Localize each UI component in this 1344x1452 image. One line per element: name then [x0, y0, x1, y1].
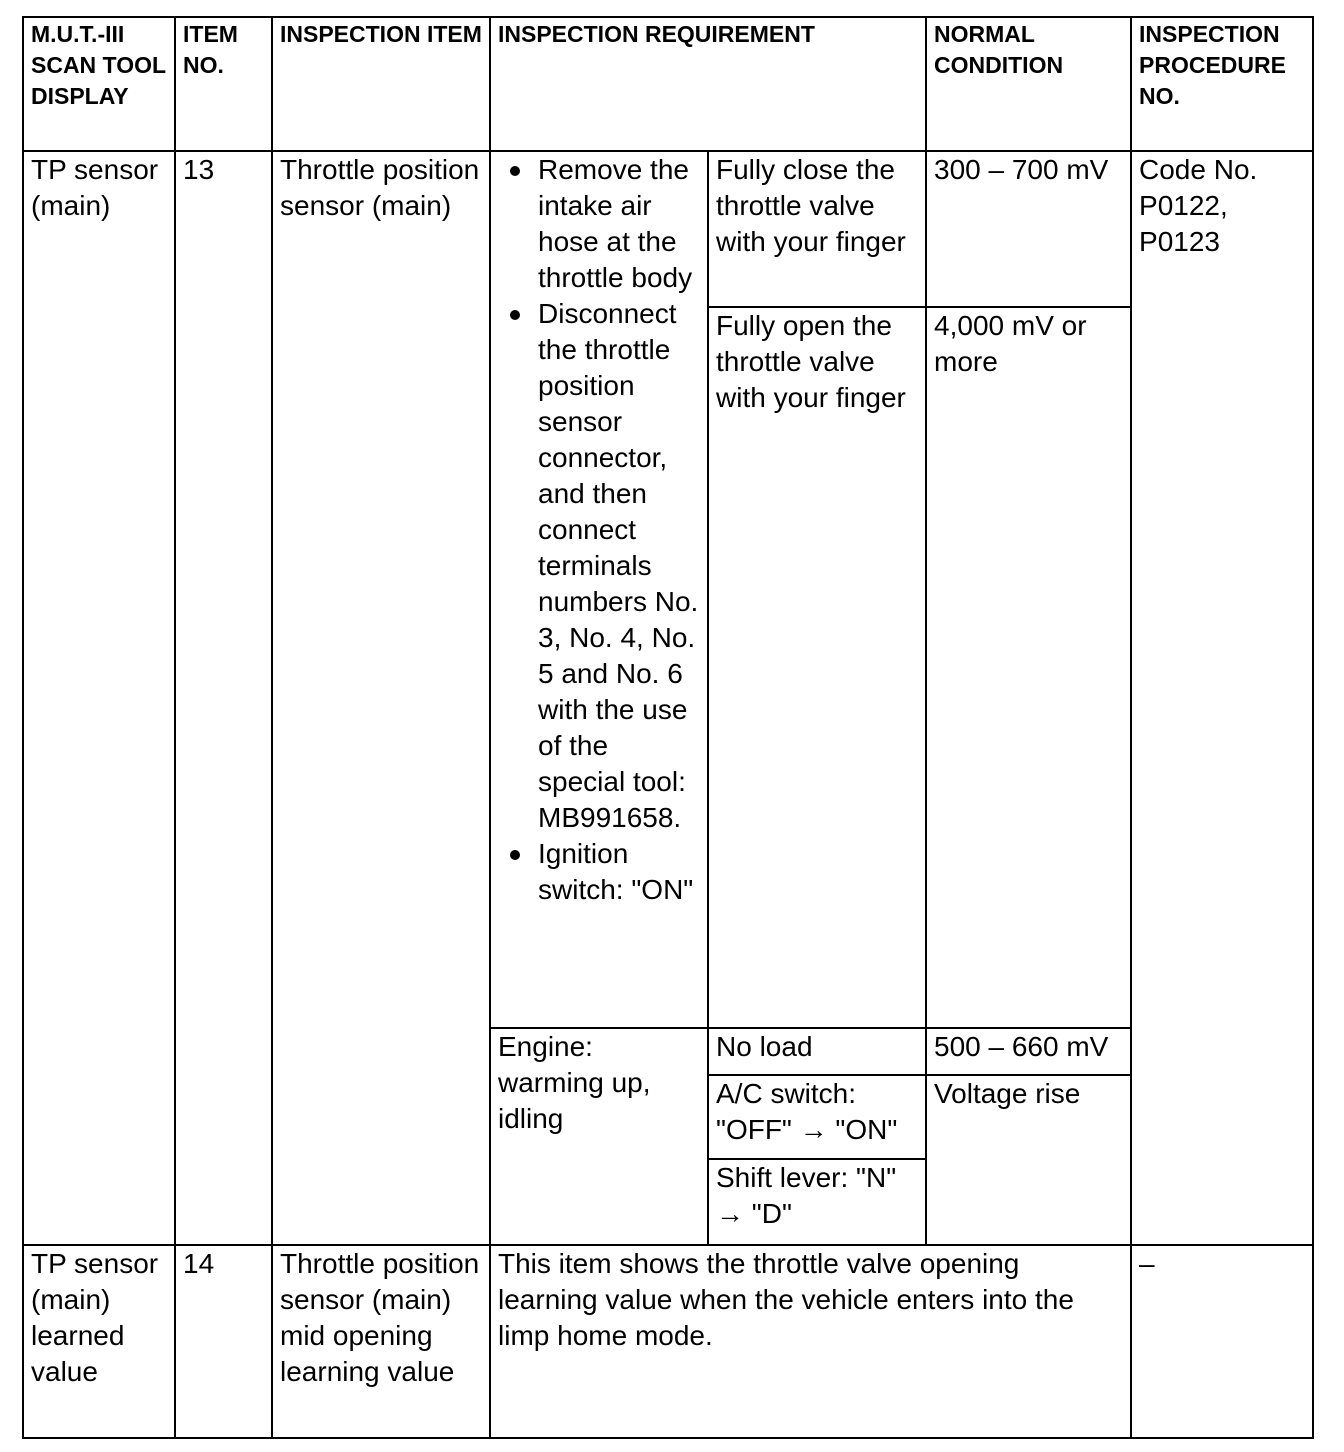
cell-requirement-bullets — [490, 151, 708, 1028]
cell-inspection-item-14: Throttle position sensor (main) mid opening learning value — [272, 1245, 490, 1438]
cell-sub-no-load: No load — [708, 1028, 926, 1075]
bullet-icon — [510, 310, 520, 320]
header-inspection-requirement: INSPECTION REQUIREMENT — [490, 17, 926, 151]
header-inspection-item: INSPECTION ITEM — [272, 17, 490, 151]
cell-normal-voltage-rise: Voltage rise — [926, 1075, 1131, 1245]
header-item-no: ITEM NO. — [175, 17, 272, 151]
list-item — [498, 836, 700, 908]
cell-sub-fully-open: Fully open the throttle valve with your finger — [708, 307, 926, 1028]
cell-procedure-13: Code No. P0122, P0123 — [1131, 151, 1313, 1245]
cell-description-14: This item shows the throttle valve opening learning value when the vehicle enters into the limp home mode. — [490, 1245, 1131, 1438]
cell-display-13: TP sensor (main) — [23, 151, 175, 1245]
list-item — [498, 296, 700, 836]
cell-normal-fully-open: 4,000 mV or more — [926, 307, 1131, 1028]
header-normal-condition: NORMAL CONDITION — [926, 17, 1131, 151]
header-scan-tool-display: M.U.T.-III SCAN TOOL DISPLAY — [23, 17, 175, 151]
cell-normal-fully-close: 300 – 700 mV — [926, 151, 1131, 307]
cell-engine-condition: Engine: warming up, idling — [490, 1028, 708, 1245]
cell-normal-no-load: 500 – 660 mV — [926, 1028, 1131, 1075]
header-procedure-no: INSPECTION PROCEDURE NO. — [1131, 17, 1313, 151]
bullet-text: Ignition switch: "ON" — [538, 838, 694, 905]
table-row — [23, 1245, 1313, 1438]
cell-sub-shift-lever: Shift lever: "N" → "D" — [708, 1159, 926, 1245]
bullet-icon — [510, 850, 520, 860]
bullet-text: Disconnect the throttle position sensor connector, and then connect terminals numbers No. 3, No. 4, No. 5 and No. 6 with the use of the special tool: MB991658. — [538, 298, 699, 833]
cell-item-no-14: 14 — [175, 1245, 272, 1438]
header-row — [23, 17, 1313, 151]
table-row — [23, 151, 1313, 307]
cell-sub-ac-switch: A/C switch: "OFF" → "ON" — [708, 1075, 926, 1159]
bullet-icon — [510, 166, 520, 176]
cell-procedure-14: – — [1131, 1245, 1313, 1438]
cell-item-no-13: 13 — [175, 151, 272, 1245]
cell-inspection-item-13: Throttle position sensor (main) — [272, 151, 490, 1245]
inspection-table — [22, 16, 1314, 1439]
cell-display-14: TP sensor (main) learned value — [23, 1245, 175, 1438]
requirement-bullet-list — [498, 152, 700, 908]
list-item — [498, 152, 700, 296]
bullet-text: Remove the intake air hose at the throttle body — [538, 154, 693, 293]
cell-sub-fully-close: Fully close the throttle valve with your finger — [708, 151, 926, 307]
